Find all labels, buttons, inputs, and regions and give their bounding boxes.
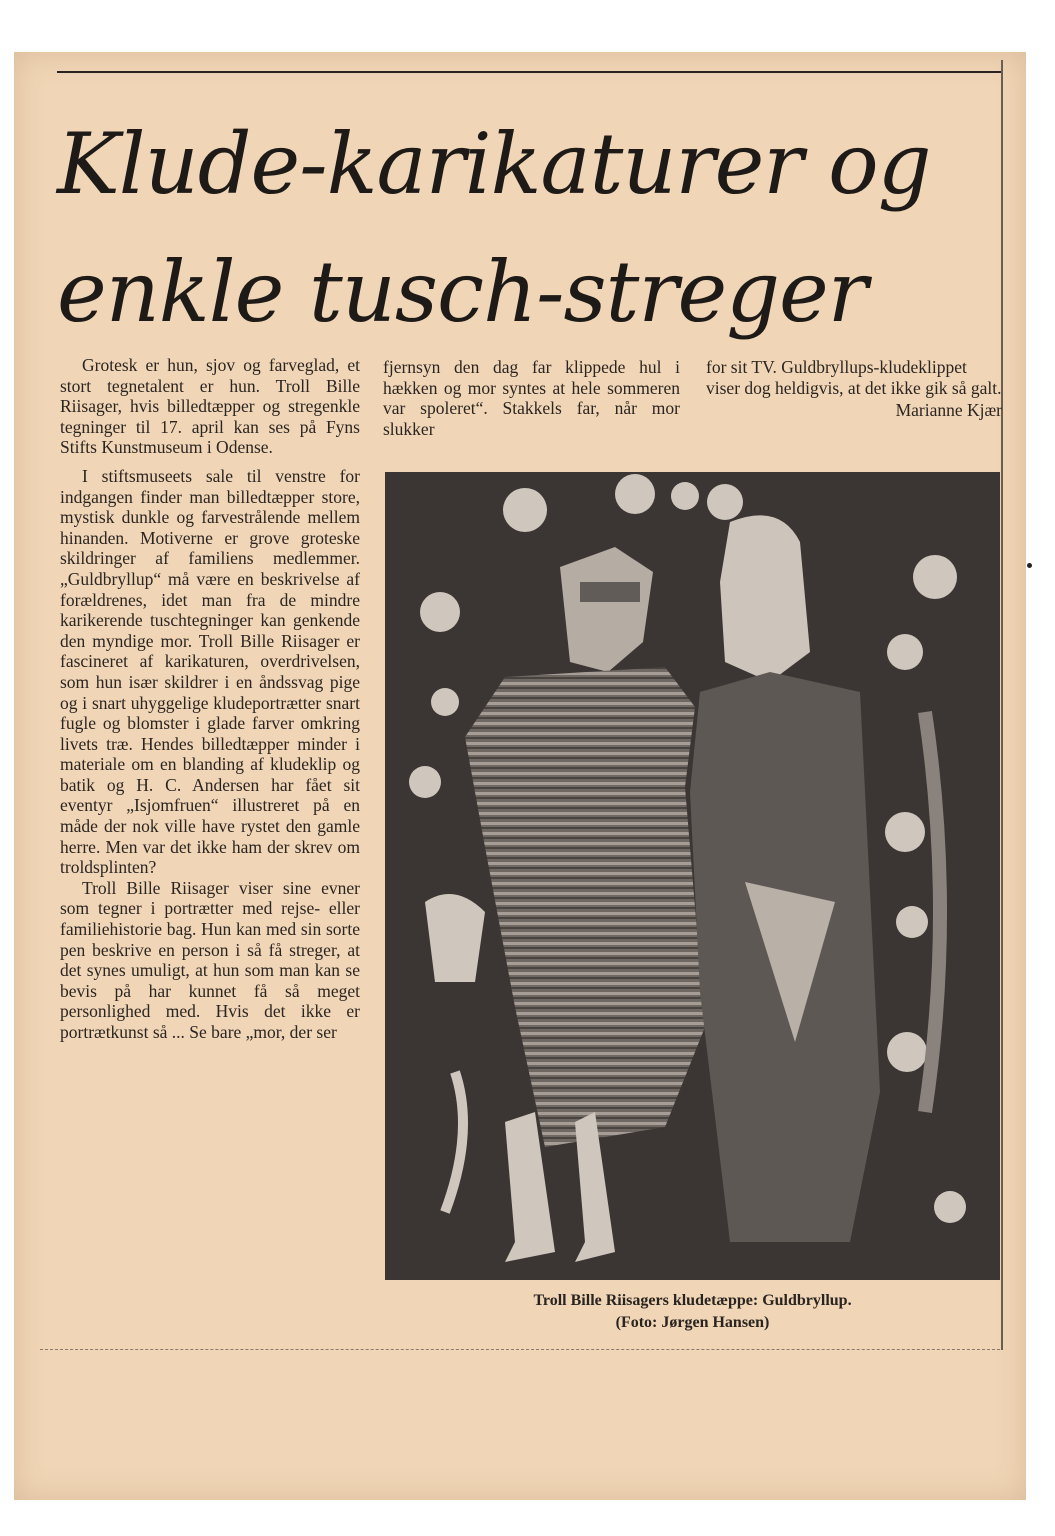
byline: Marianne Kjær (895, 400, 1002, 421)
paragraph: Grotesk er hun, sjov og farveglad, et stort tegnetalent er hun. Troll Bille Riisager, hvis billedtæpper og stregenkle tegninger til 17. april kan ses på Fyns Stifts Kunstmuseum i Odense. (60, 355, 360, 458)
stray-mark (1027, 563, 1032, 568)
paragraph: Troll Bille Riisager viser sine evner som tegner i portrætter med rejse- eller familiehistorie bag. Hun kan med sin sorte pen beskrive en person i så få streger, at det synes umuligt, at hun som man kan se bevis på har kunnet få så meget personlighed med. Hvis det ikke er portrætkunst så ... Se bare „mor, der ser (60, 877, 360, 1042)
article-column-2 (383, 357, 680, 439)
photo-credit: (Foto: Jørgen Hansen) (615, 1314, 770, 1331)
paragraph: I stiftsmuseets sale til venstre for indgangen finder man billedtæpper store, mystisk dunkle og farvestrålende mellem hinanden. Motiverne er grove groteske skildringer af familiens medlemmer. „Guldbryllup“ må være en beskrivelse af forældrenes, idet man fra de mindre karikerende tuschtegninger kan genkende den myndige mor. Troll Bille Riisager er fascineret af karikaturen, overdrivelsen, som hun især skildrer i en åndssvag pige og i snart uhyggelige kludeportrætter snart fugle og blomster i glade farver omkring livets træ. Hendes billedtæpper minder i materiale om en blanding af kludeklip og batik og H. C. Andersen har fået sit eventyr „Isjomfruen“ illustreret på en måde der nok ville have rystet den gamle herre. Men var det ikke ham der skrev om troldsplinten? (60, 465, 360, 878)
article-column-1 (60, 355, 360, 1043)
paragraph: for sit TV. Guldbryllups-kludeklippet viser dog heldigvis, at det ikke gik så galt. (706, 357, 1002, 398)
tapestry-photo-icon (385, 472, 1000, 1280)
article-column-3 (706, 357, 1002, 421)
headline-line-1: Klude-karikaturer og (57, 115, 931, 213)
tapestry-photo (385, 472, 1000, 1280)
bottom-rule (40, 1349, 1000, 1351)
paragraph: fjernsyn den dag far klippede hul i hækken og mor syntes at hele sommeren var spoleret“. Stakkels far, når mor slukker (383, 357, 680, 439)
caption-line: Troll Bille Riisagers kludetæppe: Guldbryllup. (533, 1292, 852, 1309)
right-rule (1001, 60, 1003, 1350)
top-rule (57, 71, 1002, 73)
photo-caption (385, 1290, 1000, 1334)
headline-line-2: enkle tusch-streger (57, 243, 867, 341)
headline (57, 100, 997, 356)
